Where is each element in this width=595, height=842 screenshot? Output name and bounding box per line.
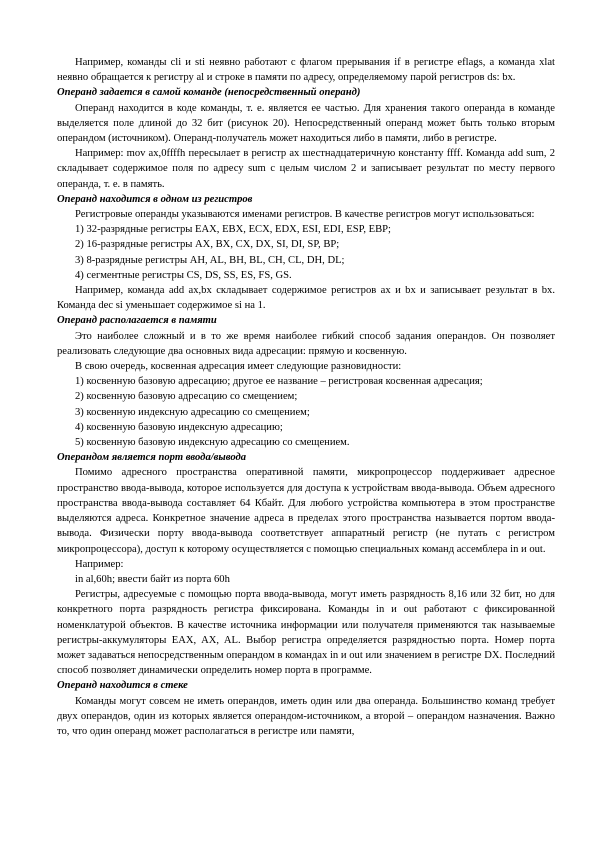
section-heading: Операнд располагается в памяти bbox=[57, 315, 217, 327]
section-heading: Операнд находится в стеке bbox=[57, 680, 188, 692]
paragraph: Команды могут совсем не иметь операндов, иметь один или два операнда. Большинство команд требует двух операндов, один из которых является операндом-источником, а второй – операндом назначения. Важно то, что один операнд может располагаться в регистре или памяти, bbox=[57, 695, 555, 737]
list-item: 3) 8-разрядные регистры AH, AL, BH, BL, CH, CL, DH, DL; bbox=[75, 254, 345, 266]
paragraph: Например, команды cli и sti неявно работают с флагом прерывания if в регистре eflags, а команда xlat неявно обращается к регистру al и строке в памяти по адресу, определяемому парой регистров ds: bx. bbox=[57, 57, 555, 84]
paragraph: Например: mov ax,0ffffh пересылает в регистр ax шестнадцатеричную константу ffff. Команда add sum, 2 складывает содержимое поля по адресу sum с целым числом 2 и записывает результат по месту первого операнда, т. е. в память. bbox=[57, 148, 555, 190]
paragraph: Операнд находится в коде команды, т. е. является ее частью. Для хранения такого операнда в команде выделяется поле длиной до 32 бит (рисунок 20). Непосредственный операнд может быть только вторым операндом (источником). Операнд-получатель может находиться либо в памяти, либо в регистре. bbox=[57, 102, 555, 145]
list-item: 4) косвенную базовую индексную адресацию; bbox=[75, 421, 283, 433]
paragraph: Например: bbox=[75, 558, 124, 570]
list-item: 2) косвенную базовую адресацию со смещением; bbox=[75, 391, 298, 403]
section-heading: Операнд задается в самой команде (непосредственный операнд) bbox=[57, 87, 361, 99]
document-page bbox=[57, 55, 555, 739]
paragraph: Например, команда add ax,bx складывает содержимое регистров ax и bx и записывает результат в bx. Команда dec si уменьшает содержимое si на 1. bbox=[57, 285, 555, 312]
section-heading: Операндом является порт ввода/вывода bbox=[57, 452, 247, 464]
list-item: 2) 16-разрядные регистры AX, BX, CX, DX, SI, DI, SP, BP; bbox=[75, 239, 340, 251]
paragraph: Регистры, адресуемые с помощью порта ввода-вывода, могут иметь разрядность 8,16 или 32 бит, но для конкретного порта разрядность регистра фиксирована. Команды in и out работают с фиксированной номенклатурой объектов. В качестве источника информации или получателя применяются так называемые регистры-аккумуляторы EAX, AX, AL. Выбор регистра определяется разрядностью порта. Номер порта может задаваться непосредственным операндом в командах in и out или значением в регистре DX. Последний способ позволяет динамически определить номер порта в программе. bbox=[57, 589, 555, 677]
list-item: 1) 32-разрядные регистры EAX, EBX, ECX, EDX, ESI, EDI, ESP, EBP; bbox=[75, 224, 392, 236]
paragraph: В свою очередь, косвенная адресация имеет следующие разновидности: bbox=[75, 361, 402, 373]
paragraph: Помимо адресного пространства оперативной памяти, микропроцессор поддерживает адресное пространство ввода-вывода, которое используется для доступа к устройствам ввода-вывода. Объем адресного пространства ввода-вывода составляет 64 Кбайт. Для любого устройства компьютера в этом пространстве выделяются адреса. Конкретное значение адреса в пределах этого пространства называется портом ввода-вывода. Физически порту ввода-вывода соответствует аппаратный регистр (не путать с регистром микропроцессора), доступ к которому осуществляется с помощью специальных команд ассемблера in и out. bbox=[57, 467, 555, 555]
list-item: 4) сегментные регистры CS, DS, SS, ES, FS, GS. bbox=[75, 269, 292, 281]
list-item: 5) косвенную базовую индексную адресацию со смещением. bbox=[75, 437, 350, 449]
paragraph: Регистровые операнды указываются именами регистров. В качестве регистров могут использоваться: bbox=[75, 209, 535, 221]
section-heading: Операнд находится в одном из регистров bbox=[57, 193, 253, 205]
code-line: in al,60h; ввести байт из порта 60h bbox=[75, 573, 230, 585]
list-item: 3) косвенную индексную адресацию со смещением; bbox=[75, 406, 310, 418]
paragraph: Это наиболее сложный и в то же время наиболее гибкий способ задания операндов. Он позволяет реализовать следующие два основных вида адресации: прямую и косвенную. bbox=[57, 330, 555, 357]
list-item: 1) косвенную базовую адресацию; другое ее название – регистровая косвенная адресация; bbox=[75, 376, 483, 388]
